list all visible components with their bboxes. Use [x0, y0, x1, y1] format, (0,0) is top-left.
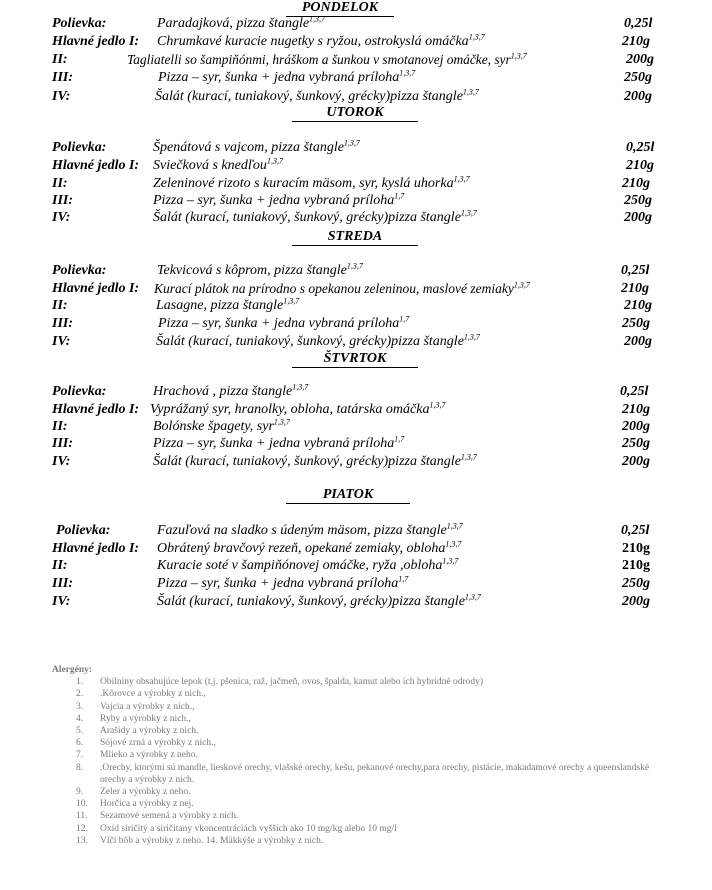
menu-label: III:	[52, 576, 74, 591]
portion-size: 200g	[624, 89, 652, 104]
menu-label: II:	[52, 298, 68, 313]
menu-row-soup	[0, 522, 712, 540]
menu-label: Hlavné jedlo I:	[52, 402, 140, 417]
menu-label: Hlavné jedlo I:	[52, 281, 140, 296]
allergen-item: 13. Vlčí bôb a výrobky z neho. 14. Mäkkýše a výrobky z nich.	[76, 835, 324, 846]
menu-row-soup	[0, 139, 712, 157]
portion-size: 200g	[622, 419, 650, 434]
portion-size: 200g	[622, 454, 650, 469]
menu-row-main-1	[0, 157, 712, 175]
allergen-item: 8. .Orechy, ktorými sú mandle, lieskové orechy, vlašské orechy, kešu, pekanové orechy,para orechy, pistácie, makadamové orechy a queenslandské orechy a výrobky z nich.	[76, 762, 650, 785]
dish-text: Šalát (kurací, tuniakový, šunkový, grécky)pizza štangle$^{1,3,7}$	[153, 452, 477, 469]
menu-row-main-4	[0, 593, 712, 611]
menu-row-main-2	[0, 175, 712, 193]
dish-text: Vyprážaný syr, hranolky, obloha, tatárska omáčka$^{1,3,7}$	[150, 400, 446, 417]
menu-label: IV:	[52, 334, 71, 349]
menu-label: III:	[52, 316, 74, 331]
portion-size: 210g	[622, 558, 650, 573]
menu-label: Polievka:	[52, 263, 107, 278]
day-title: ŠTVRTOK	[292, 351, 418, 368]
dish-text: Hrachová , pizza štangle$^{1,3,7}$	[153, 382, 309, 399]
dish-text: Šalát (kurací, tuniakový, šunkový, grécky)pizza štangle$^{1,3,7}$	[155, 87, 479, 104]
portion-size: 210g	[622, 541, 650, 556]
dish-text: Pizza – syr, šunka + jedna vybraná príloha$^{1,7}$	[157, 574, 409, 591]
menu-label: II:	[52, 52, 68, 67]
portion-size: 0,25l	[624, 16, 653, 31]
menu-label: Polievka:	[52, 16, 107, 31]
portion-size: 210g	[624, 298, 652, 313]
dish-text: Pizza – syr, šunka + jedna vybraná príloha$^{1,7}$	[153, 191, 405, 208]
allergen-item: 10. Horčica a výrobky z nej.	[76, 799, 194, 810]
menu-row-main-4	[0, 209, 712, 227]
menu-label: III:	[52, 436, 74, 451]
menu-label: IV:	[52, 594, 71, 609]
portion-size: 250g	[622, 576, 650, 591]
day-title: UTOROK	[292, 105, 418, 122]
menu-label: IV:	[52, 454, 71, 469]
dish-text: Fazuľová na sladko s údeným mäsom, pizza štangle$^{1,3,7}$	[157, 521, 463, 538]
dish-text: Bolónske špagety, syr$^{1,3,7}$	[153, 417, 290, 434]
dish-text: Šalát (kurací, tuniakový, šunkový, grécky)pizza štangle$^{1,3,7}$	[153, 208, 477, 225]
menu-label: Hlavné jedlo I:	[52, 34, 140, 49]
portion-size: 0,25l	[626, 140, 655, 155]
menu-row-main-2	[0, 51, 712, 69]
portion-size: 0,25l	[621, 523, 650, 538]
portion-size: 210g	[622, 34, 650, 49]
menu-label: II:	[52, 419, 68, 434]
dish-text: Šalát (kurací, tuniakový, šunkový, grécky)pizza štangle$^{1,3,7}$	[156, 332, 480, 349]
menu-row-main-1	[0, 401, 712, 419]
dish-text: Zeleninové rizoto s kuracím mäsom, syr, kyslá uhorka$^{1,3,7}$	[153, 174, 470, 191]
dish-text: Šalát (kurací, tuniakový, šunkový, grécky)pizza štangle$^{1,3,7}$	[157, 592, 481, 609]
menu-row-soup	[0, 15, 712, 33]
menu-row-main-1	[0, 280, 712, 298]
allergen-item: 6. Sójové zrná a výrobky z nich.,	[76, 738, 216, 749]
allergen-items	[52, 676, 664, 847]
portion-size: 0,25l	[620, 384, 649, 399]
dish-text: Paradajková, pizza štangle$^{1,3,7}$	[157, 14, 326, 31]
dish-text: Chrumkavé kuracie nugetky s ryžou, ostrokyslá omáčka$^{1,3,7}$	[157, 32, 485, 49]
menu-row-main-4	[0, 453, 712, 471]
menu-label: IV:	[52, 89, 71, 104]
dish-text: Kurací plátok na prírodno s opekanou zeleninou, maslové zemiaky$^{1,3,7}$	[154, 280, 530, 296]
menu-row-main-4	[0, 88, 712, 106]
allergen-item: 9. Zeler a výrobky z neho.	[76, 787, 191, 798]
dish-text: Sviečková s knedľou$^{1,3,7}$	[153, 156, 283, 173]
menu-label: II:	[52, 176, 68, 191]
menu-row-soup	[0, 262, 712, 280]
menu-row-main-4	[0, 333, 712, 351]
portion-size: 250g	[622, 436, 650, 451]
menu-row-main-3	[0, 435, 712, 453]
allergen-item: 7. Mlieko a výrobky z neho.	[76, 750, 198, 761]
dish-text: Kuracie soté v šampiňónovej omáčke, ryža ,obloha$^{1,3,7}$	[157, 556, 459, 573]
allergen-item: 3. Vajcia a výrobky z nich.,	[76, 701, 195, 712]
portion-size: 0,25l	[621, 263, 650, 278]
allergen-item: 12. Oxid siričitý a siričitany vkoncentráciách vyšších ako 10 mg/kg alebo 10 mg/l	[76, 823, 397, 834]
allergen-item: 5. Arašidy a výrobky z nich.	[76, 726, 199, 737]
menu-row-main-3	[0, 575, 712, 593]
allergen-item: 4. Ryby a výrobky z nich.,	[76, 713, 191, 724]
menu-row-main-3	[0, 315, 712, 333]
portion-size: 200g	[622, 594, 650, 609]
allergen-item: 2. .Kôrovce a výrobky z nich.,	[76, 689, 206, 700]
day-title: PONDELOK	[286, 0, 394, 17]
dish-text: Pizza – syr, šunka + jedna vybraná príloha$^{1,3,7}$	[158, 68, 416, 85]
menu-label: III:	[52, 193, 74, 208]
menu-row-main-1	[0, 540, 712, 558]
portion-size: 250g	[624, 193, 652, 208]
day-title: STREDA	[292, 229, 418, 246]
portion-size: 200g	[624, 210, 652, 225]
portion-size: 210g	[622, 402, 650, 417]
menu-row-main-2	[0, 418, 712, 436]
portion-size: 200g	[626, 52, 654, 67]
menu-row-main-2	[0, 297, 712, 315]
portion-size: 210g	[621, 281, 649, 296]
menu-label: Hlavné jedlo I:	[52, 158, 140, 173]
portion-size: 210g	[626, 158, 654, 173]
portion-size: 200g	[624, 334, 652, 349]
portion-size: 210g	[622, 176, 650, 191]
portion-size: 250g	[622, 316, 650, 331]
dish-text: Tekvicová s kôprom, pizza štangle$^{1,3,7}$	[157, 261, 363, 278]
dish-text: Tagliatelli so šampiňónmi, hráškom a šunkou v smotanovej omáčke, syr$^{1,3,7}$	[127, 51, 527, 67]
allergen-item: 11. Sezamové semená a výrobky z nich.	[76, 811, 239, 822]
allergen-item: 1. Obilniny obsahujúce lepok (t.j. pšenica, raž, jačmeň, ovos, špalda, kamut alebo ich hybridné odrody)	[76, 677, 484, 688]
menu-label: Polievka:	[52, 140, 107, 155]
menu-row-main-2	[0, 557, 712, 575]
menu-row-main-3	[0, 192, 712, 210]
dish-text: Špenátová s vajcom, pizza štangle$^{1,3,7}$	[153, 138, 360, 155]
menu-label: Hlavné jedlo I:	[52, 541, 140, 556]
portion-size: 250g	[624, 70, 652, 85]
menu-label: II:	[52, 558, 68, 573]
menu-label: Polievka:	[56, 523, 111, 538]
menu-row-main-3	[0, 69, 712, 87]
menu-label: III:	[52, 70, 74, 85]
allergen-list	[52, 664, 664, 847]
menu-label: Polievka:	[52, 384, 107, 399]
menu-row-soup	[0, 383, 712, 401]
dish-text: Pizza – syr, šunka + jedna vybraná príloha$^{1,7}$	[158, 314, 410, 331]
dish-text: Pizza – syr, šunka + jedna vybraná príloha$^{1,7}$	[153, 434, 405, 451]
menu-label: IV:	[52, 210, 71, 225]
day-title: PIATOK	[286, 487, 410, 504]
dish-text: Obrátený bravčový rezeň, opekané zemiaky, obloha$^{1,3,7}$	[157, 539, 462, 556]
dish-text: Lasagne, pizza štangle$^{1,3,7}$	[156, 296, 300, 313]
allergen-title: Alergény:	[52, 665, 93, 675]
menu-row-main-1	[0, 33, 712, 51]
